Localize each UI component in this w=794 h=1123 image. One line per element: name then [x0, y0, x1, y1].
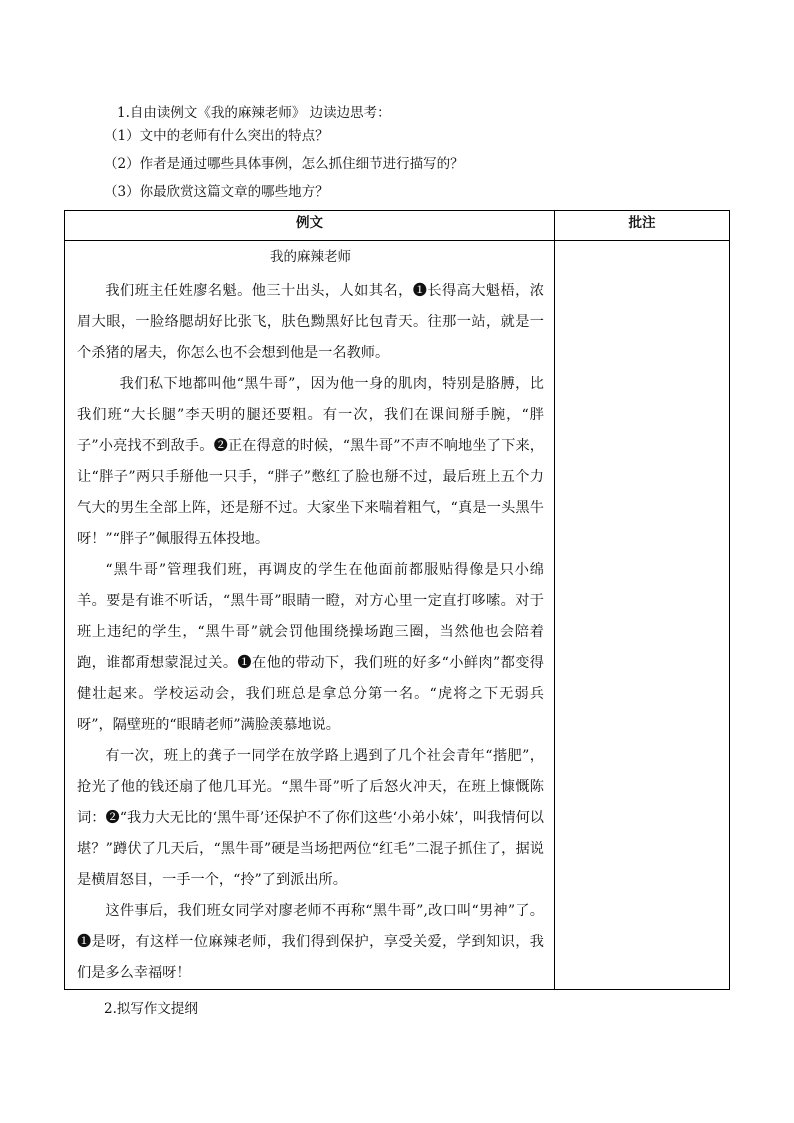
column-header-example: 例文 — [65, 211, 555, 241]
annotation-cell[interactable] — [555, 241, 730, 990]
outline-task-heading: 2.拟写作文提纲 — [104, 1001, 198, 1017]
column-header-notes: 批注 — [555, 211, 730, 241]
essay-paragraph-1: 我们班主任姓廖名魁。他三十出头，人如其名，❶长得高大魁梧，浓眉大眼，一脸络腮胡好比张飞，肤色黝黑好比包青天。往那一站，就是一个杀猪的屠夫，你怎么也不会想到他是一名教师。 — [77, 283, 544, 361]
question-1: （1）文中的老师有什么突出的特点？ — [104, 128, 329, 144]
essay-paragraph-4: 有一次，班上的龚子一同学在放学路上遇到了几个社会青年“揩肥”，抢光了他的钱还扇了他几耳光。“黑牛哥”听了后怒火冲天，在班上慷慨陈词：❷“我力大无比的‘黑牛哥’还保护不了你们这些‘小弟小妹’，叫我情何以堪？”蹲伏了几天后，“黑牛哥”硬是当场把两位“红毛”二混子抓住了，据说是横眉怒目，一手一个，“拎”了到派出所。 — [77, 748, 544, 888]
essay-text — [65, 248, 554, 989]
essay-cell — [65, 241, 555, 990]
essay-title: 我的麻辣老师 — [270, 249, 351, 265]
question-2: （2）作者是通过哪些具体事例，怎么抓住细节进行描写的？ — [104, 156, 464, 172]
reading-task-heading: 1.自由读例文《我的麻辣老师》 边读边思考： — [117, 105, 391, 121]
example-essay-table — [64, 210, 730, 990]
essay-paragraph-5: 这件事后，我们班女同学对廖老师不再称“黑牛哥”,改口叫“男神”了。❶是呀，有这样一位麻辣老师，我们得到保护，享受关爱，学到知识，我们是多么幸福呀！ — [77, 903, 544, 981]
essay-paragraph-2: 我们私下地都叫他“黑牛哥”，因为他一身的肌肉，特别是胳膊，比我们班“大长腿”李天明的腿还要粗。有一次，我们在课间掰手腕，“胖子”小亮找不到敌手。❷正在得意的时候，“黑牛哥”不声不响地坐了下来，让“胖子”两只手掰他一只手，“胖子”憋红了脸也掰不过，最后班上五个力气大的男生全部上阵，还是掰不过。大家坐下来喘着粗气，“真是一头黑牛呀！”“胖子”佩服得五体投地。 — [77, 376, 544, 547]
question-3: （3）你最欣赏这篇文章的哪些地方？ — [104, 184, 329, 200]
essay-paragraph-3: “黑牛哥”管理我们班，再调皮的学生在他面前都服贴得像是只小绵羊。要是有谁不听话，“黑牛哥”眼睛一瞪，对方心里一定直打哆嗦。对于班上违纪的学生，“黑牛哥”就会罚他围绕操场跑三圈，当然他也会陪着跑，谁都甭想蒙混过关。❶在他的带动下，我们班的好多“小鲜肉”都变得健壮起来。学校运动会，我们班总是拿总分第一名。“虎将之下无弱兵呀”，隔壁班的“眼睛老师”满脸羡慕地说。 — [77, 562, 544, 733]
